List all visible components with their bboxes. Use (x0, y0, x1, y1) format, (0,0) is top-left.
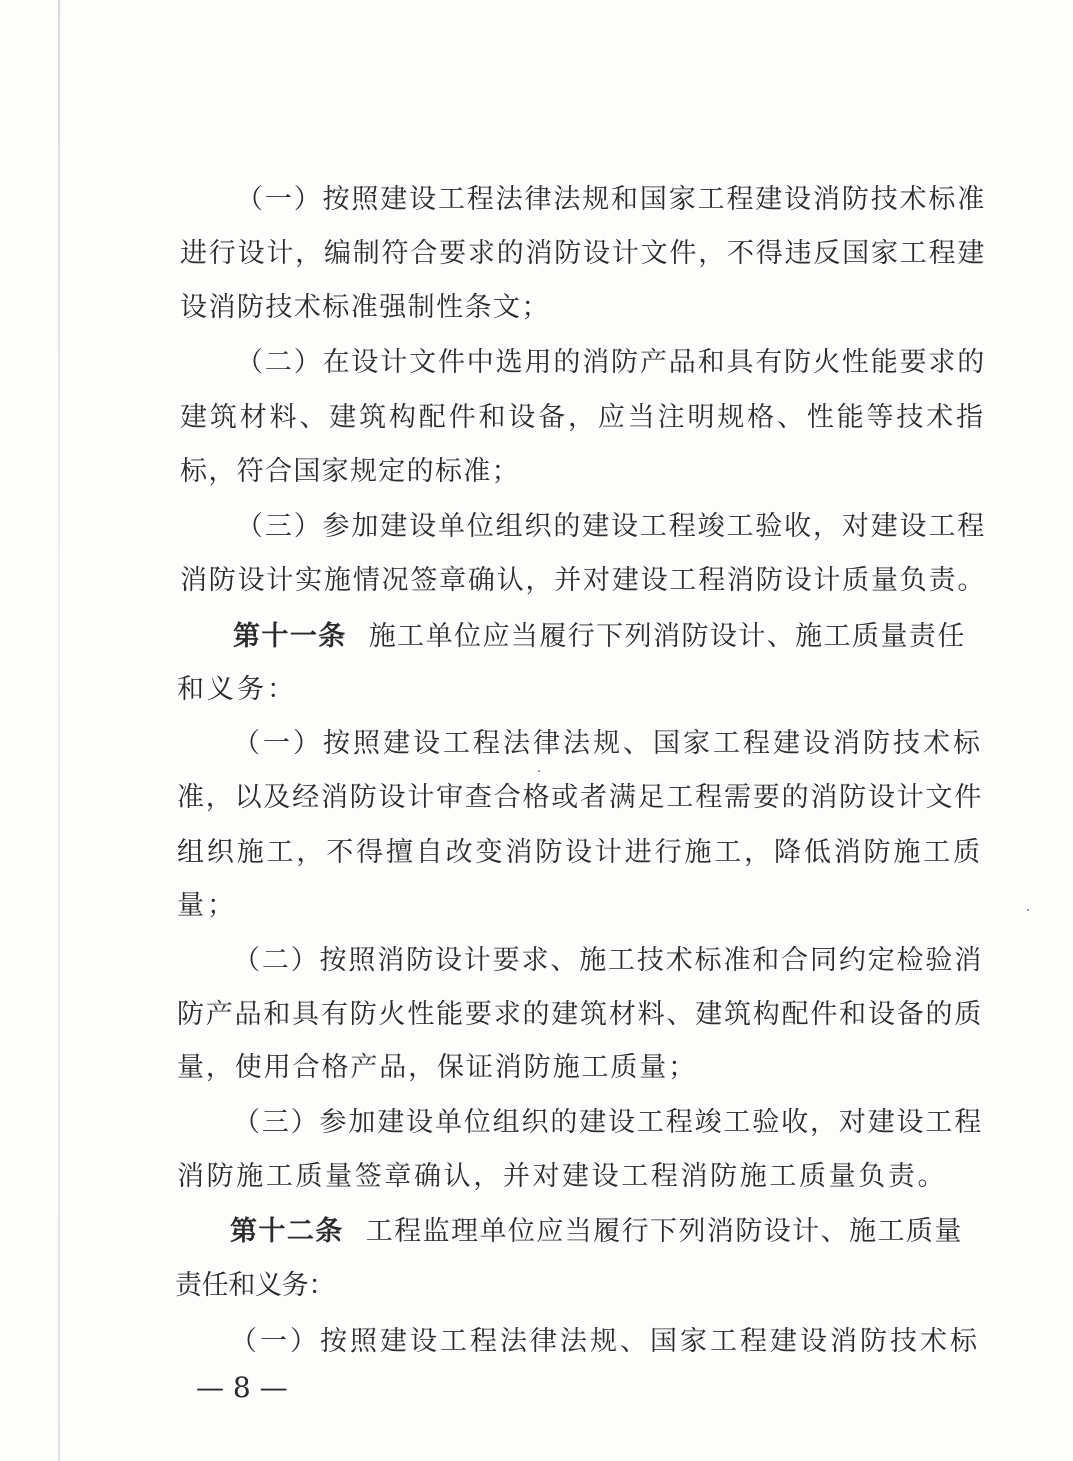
text-line: 量； (177, 890, 237, 921)
text-line: 防产品和具有防火性能要求的建筑材料、建筑构配件和设备的质 (177, 999, 984, 1030)
article-number: 第十一条 (233, 621, 347, 652)
text-line: （一）按照建设工程法律法规、国家工程建设消防技术标 (233, 728, 983, 759)
text-line: 标，符合国家规定的标准； (180, 456, 520, 487)
text-line: （二）按照消防设计要求、施工技术标准和合同约定检验消 (233, 945, 984, 976)
text-line: （一）按照建设工程法律法规和国家工程建设消防技术标准 (236, 184, 987, 215)
text-line: （三）参加建设单位组织的建设工程竣工验收，对建设工程 (233, 1107, 984, 1138)
article-number: 第十二条 (230, 1216, 344, 1247)
article-heading-line (233, 620, 966, 654)
text-line: 准，以及经消防设计审查合格或者满足工程需要的消防设计文件 (177, 782, 984, 813)
text-line: （二）在设计文件中选用的消防产品和具有防火性能要求的 (236, 347, 987, 378)
article-heading-line (230, 1215, 963, 1249)
text-line: （一）按照建设工程法律法规、国家工程建设消防技术标 (230, 1326, 980, 1357)
text-line: 和义务： (177, 674, 297, 705)
text-line: （三）参加建设单位组织的建设工程竣工验收，对建设工程 (236, 511, 987, 542)
scan-speck (1027, 909, 1029, 911)
scan-speck (538, 770, 540, 772)
text-line: 进行设计，编制符合要求的消防设计文件，不得违反国家工程建 (180, 238, 987, 269)
page-number: — 8 — (196, 1371, 288, 1404)
text-line: 建筑材料、建筑构配件和设备，应当注明规格、性能等技术指 (180, 402, 986, 433)
text-line: 消防设计实施情况签章确认，并对建设工程消防设计质量负责。 (180, 565, 987, 596)
article-text: 工程监理单位应当履行下列消防设计、施工质量 (365, 1216, 963, 1247)
text-line: 消防施工质量签章确认，并对建设工程消防施工质量负责。 (177, 1161, 948, 1192)
text-line: 责任和义务： (175, 1270, 336, 1301)
text-line: 量，使用合格产品，保证消防施工质量； (177, 1052, 698, 1083)
article-text: 施工单位应当履行下列消防设计、施工质量责任 (368, 621, 966, 652)
text-line: 设消防技术标准强制性条文； (180, 292, 550, 323)
text-line: 组织施工，不得擅自改变消防设计进行施工，降低消防施工质 (177, 837, 983, 868)
